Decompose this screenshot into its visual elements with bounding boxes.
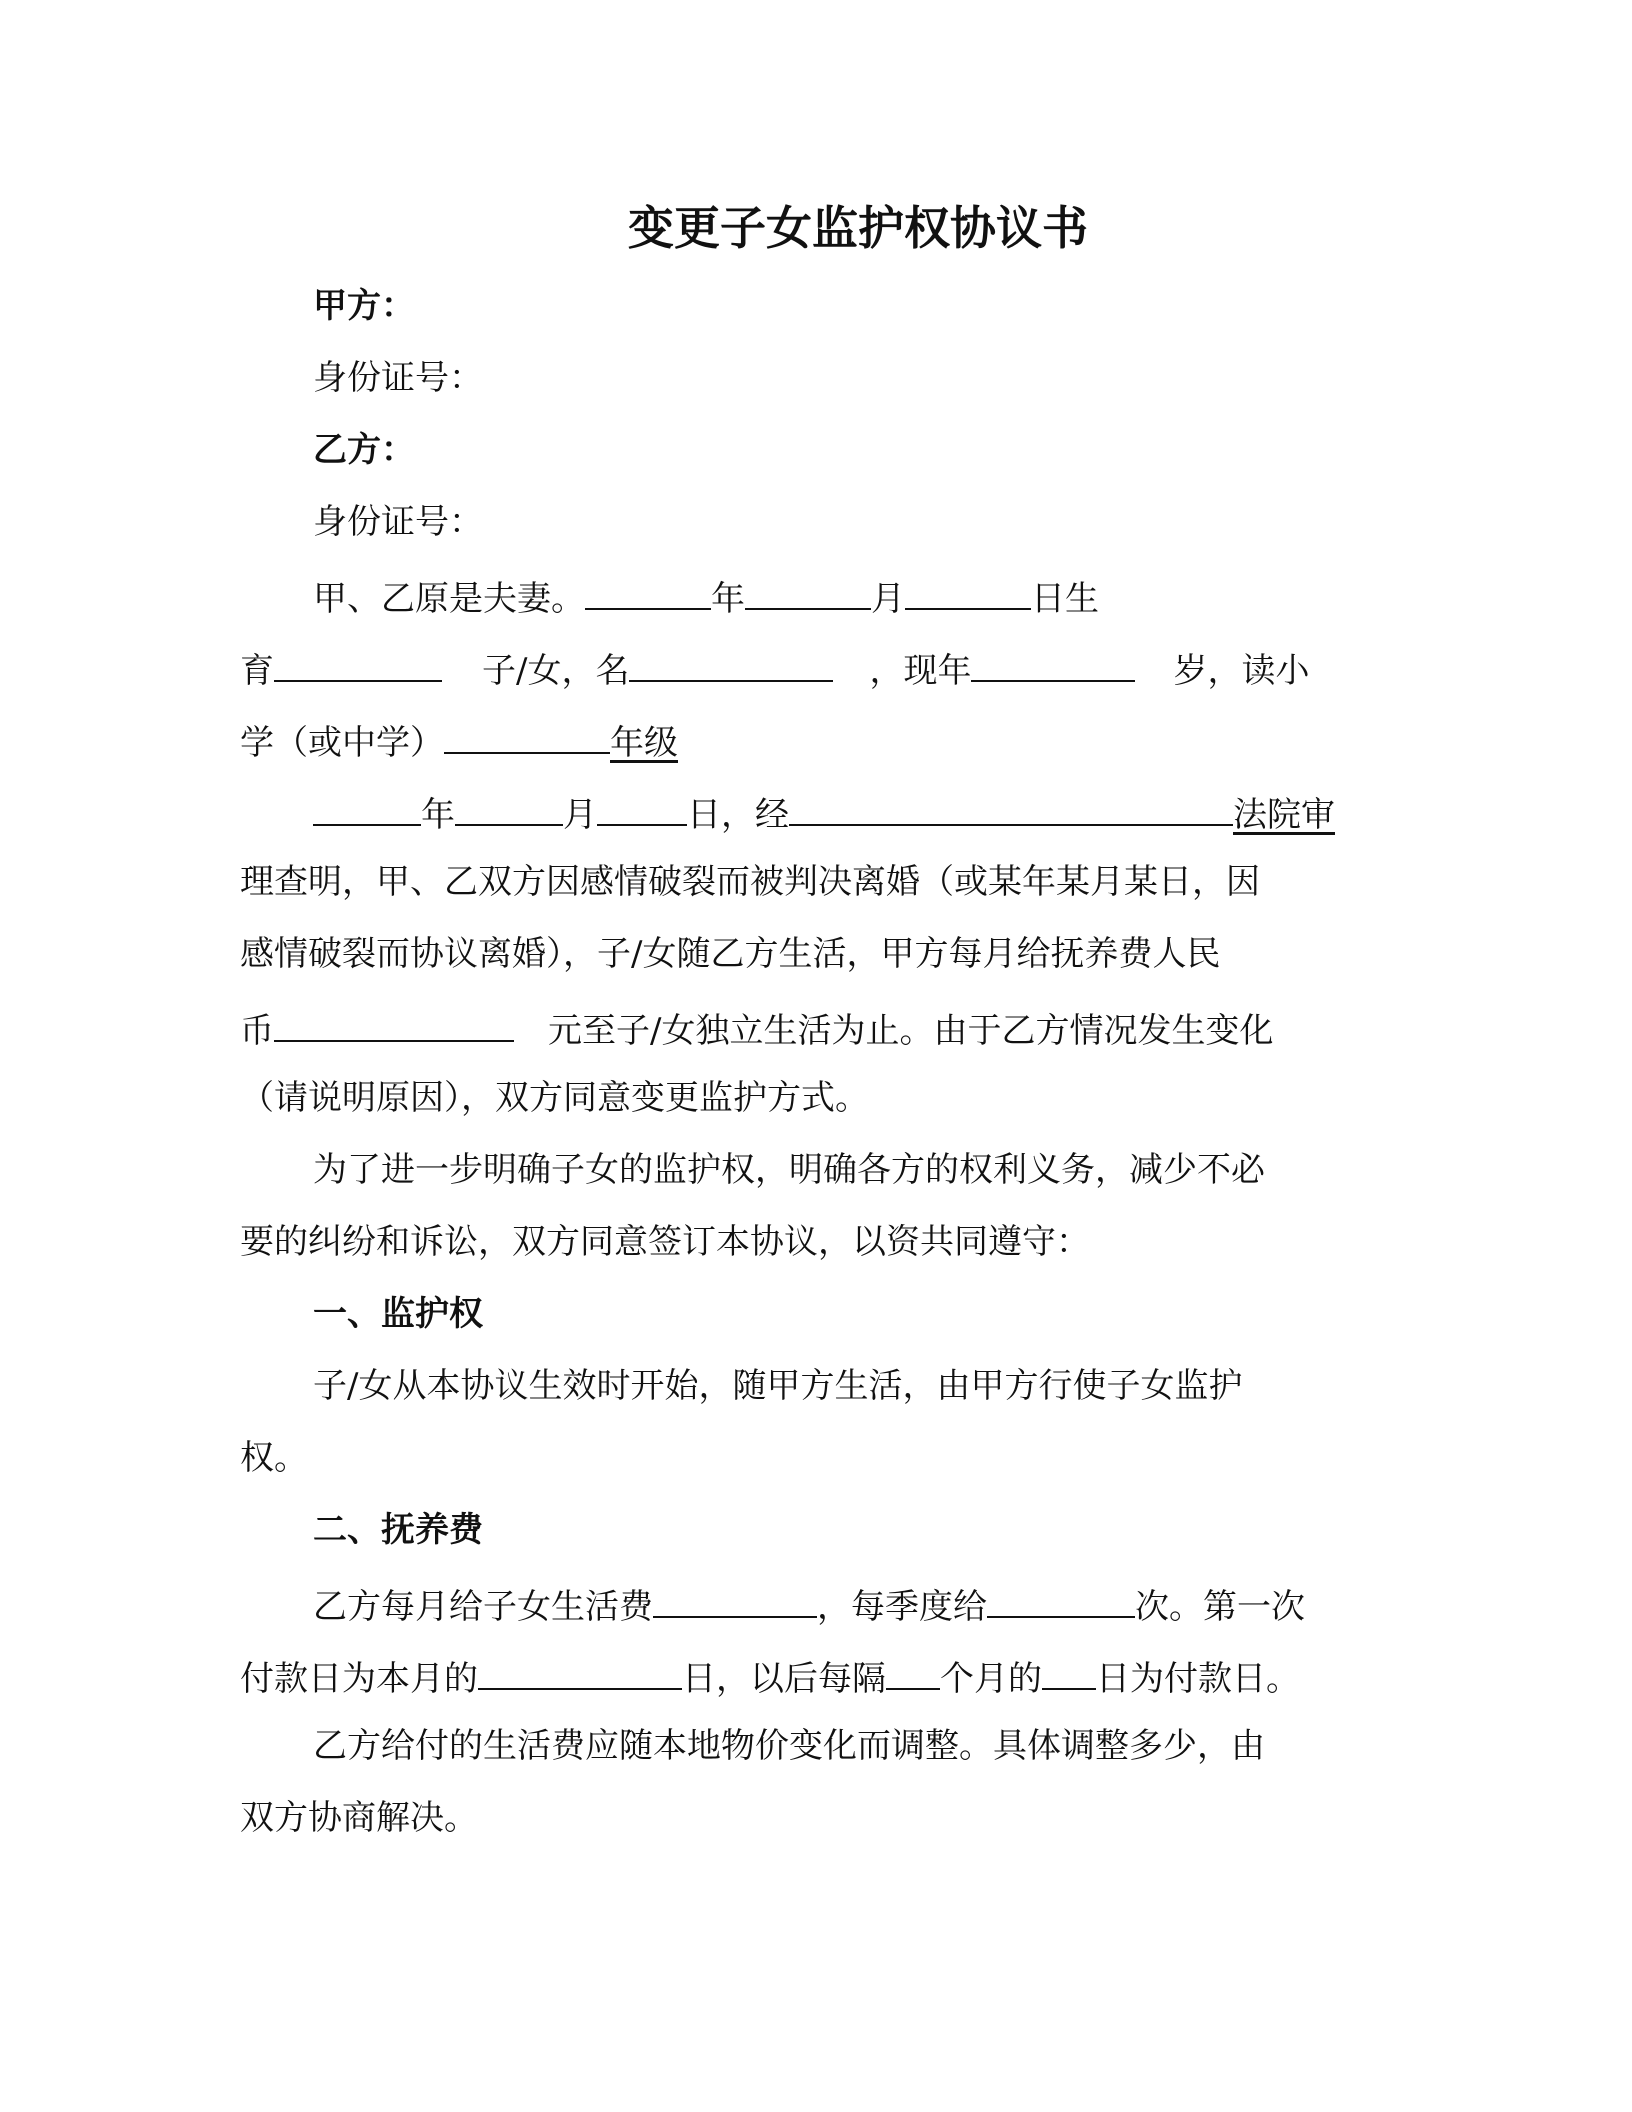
party-b-label: 乙方： [313,430,415,470]
paragraph-1-line-1 [313,574,1099,619]
section-1-heading: 一、监护权 [313,1294,483,1334]
blank-first-day [478,1654,682,1690]
paragraph-2-line-1 [313,790,1335,835]
text: ，每季度给 [817,1587,987,1627]
text: 日为付款日。 [1096,1659,1300,1699]
text: ，现年 [869,651,972,691]
blank-year [585,574,711,610]
section-2-line-4: 双方协商解决。 [240,1798,478,1838]
id-b-label: 身份证号： [313,502,483,542]
blank-age [971,646,1135,682]
section-2-line-3: 乙方给付的生活费应随本地物价变化而调整。具体调整多少，由 [313,1726,1265,1766]
blank-amount [274,1006,514,1042]
paragraph-3-line-1: 为了进一步明确子女的监护权，明确各方的权利义务，减少不必 [313,1150,1265,1190]
text: 乙方每月给子女生活费 [313,1587,653,1627]
section-2-heading: 二、抚养费 [313,1510,483,1550]
party-a-label: 甲方： [313,286,415,326]
blank-child-name [629,646,833,682]
text: 币 [240,1011,274,1051]
paragraph-2-line-3: 感情破裂而协议离婚），子/女随乙方生活，甲方每月给抚养费人民 [240,934,1221,974]
paragraph-3-line-2: 要的纠纷和诉讼，双方同意签订本协议，以资共同遵守： [240,1222,1090,1262]
id-a-label: 身份证号： [313,358,483,398]
paragraph-1-line-3 [240,718,678,763]
text: 月 [871,579,905,619]
paragraph-2-line-2: 理查明，甲、乙双方因感情破裂而被判决离婚（或某年某月某日，因 [240,862,1260,902]
blank-day [905,574,1031,610]
text: 子/女，名 [482,651,630,691]
blank-month [455,790,563,826]
section-2-line-2 [240,1654,1300,1699]
text: 法院审 [1233,795,1335,835]
blank-grade [444,718,610,754]
text: 日生 [1031,579,1099,619]
blank-year [313,790,421,826]
text: 育 [240,651,274,691]
paragraph-1-line-2 [240,646,1309,691]
text: 个月的 [940,1659,1042,1699]
blank-count [274,646,442,682]
paragraph-2-line-5: （请说明原因），双方同意变更监护方式。 [240,1078,869,1118]
paragraph-2-line-4 [240,1006,1273,1051]
document-title: 变更子女监护权协议书 [628,201,1088,255]
blank-day [597,790,687,826]
blank-times [987,1582,1135,1618]
text: 日，经 [687,795,789,835]
text: 月 [563,795,597,835]
text: 学（或中学） [240,723,444,763]
text: 甲、乙原是夫妻。 [313,579,585,619]
text: 年级 [610,723,678,763]
text: 岁，读小 [1173,651,1310,691]
text: 年 [421,795,455,835]
section-2-line-1 [313,1582,1305,1627]
text: 日，以后每隔 [682,1659,886,1699]
blank-court [789,790,1233,826]
section-1-line-2: 权。 [240,1438,308,1478]
text: 付款日为本月的 [240,1659,478,1699]
blank-living-expense [653,1582,817,1618]
text: 元至子/女独立生活为止。由于乙方情况发生变化 [548,1011,1274,1051]
text: 年 [711,579,745,619]
blank-month [745,574,871,610]
blank-interval [886,1654,940,1690]
text: 次。第一次 [1135,1587,1305,1627]
blank-pay-day [1042,1654,1096,1690]
section-1-line-1: 子/女从本协议生效时开始，随甲方生活，由甲方行使子女监护 [313,1366,1243,1406]
